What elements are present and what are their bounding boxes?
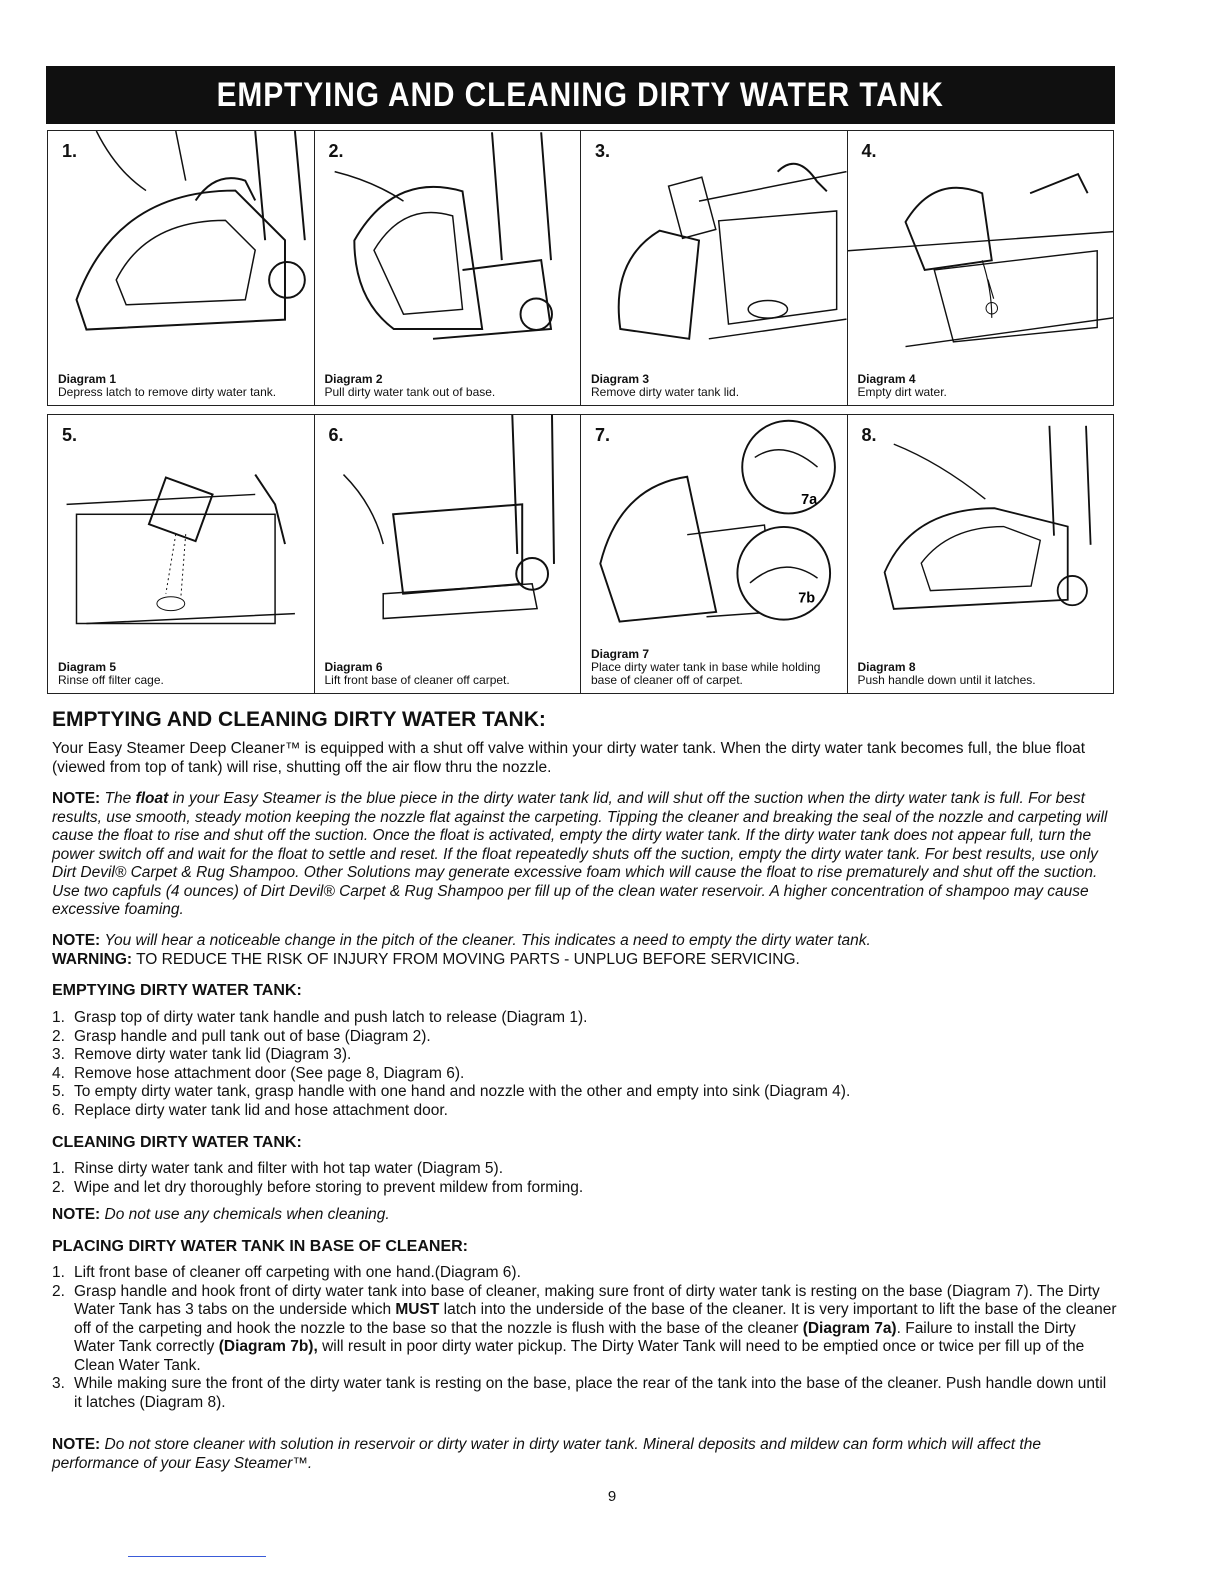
section-title: EMPTYING AND CLEANING DIRTY WATER TANK: xyxy=(52,708,546,731)
diagram-caption xyxy=(58,373,308,399)
note-float-text: in your Easy Steamer is the blue piece in the dirty water tank lid, and will shut off the suction when the dirty water tank is full. For best results, use smooth, steady motion keeping the nozzle flat against the carpeting. Tipping the cleaner and breaking the seal of the nozzle and carpeting will cause the float to rise and shut off the suction. Once the float is activated, empty the dirty water tank. If the dirty water tank does not appear full, turn the power switch off and wait for the float to settle and reset. If the float repeatedly shuts off the suction, empty the dirty water tank. For best results, use only Dirt Devil® Carpet & Rug Shampoo. Other Solutions may generate excessive foam which will cause the float to rise prematurely and shut off the suction. Use two capfuls (4 ounces) of Dirt Devil® Carpet & Rug Shampoo per fill up of the clean water reservoir. A higher concentration of shampoo may cause excessive foaming. xyxy=(52,790,1108,918)
diagram-caption xyxy=(858,661,1108,687)
footer-line xyxy=(128,1556,266,1557)
diagram-row-1 xyxy=(47,130,1114,406)
placing-steps xyxy=(52,1264,1118,1412)
diagram-panel-4 xyxy=(848,131,1114,405)
diagram-row-2 xyxy=(47,414,1114,694)
list-item: 1. Rinse dirty water tank and filter with hot tap water (Diagram 5). xyxy=(52,1160,504,1177)
warning-text: TO REDUCE THE RISK OF INJURY FROM MOVING PARTS - UNPLUG BEFORE SERVICING. xyxy=(136,951,800,968)
intro-paragraph: Your Easy Steamer Deep Cleaner™ is equipped with a shut off valve within your dirty water tank. When the dirty water tank becomes full, the blue float (viewed from top of tank) will rise, shutting off the air flow thru the nozzle. xyxy=(52,740,1086,776)
note-float-bold: float xyxy=(135,790,169,807)
list-item: 1. Lift front base of cleaner off carpeting with one hand.(Diagram 6). xyxy=(52,1264,521,1281)
note-storage xyxy=(52,1436,1118,1473)
note-pre: The xyxy=(104,790,132,807)
diagram-panel-8 xyxy=(848,415,1114,693)
diagram-caption xyxy=(858,373,1108,399)
list-item: 2. Grasp handle and pull tank out of base (Diagram 2). xyxy=(52,1027,431,1045)
pull-tank-illustration xyxy=(315,131,581,405)
lift-base-illustration xyxy=(315,415,581,693)
diagram-title: Diagram 8 xyxy=(857,660,916,674)
cleaner-latch-illustration xyxy=(48,131,314,405)
diagram-title: Diagram 3 xyxy=(591,372,650,386)
rinse-filter-illustration xyxy=(48,415,314,693)
cleaning-steps xyxy=(52,1160,1118,1197)
emptying-steps xyxy=(52,1009,1118,1120)
emptying-heading: EMPTYING DIRTY WATER TANK: xyxy=(52,982,302,999)
diagram-title: Diagram 1 xyxy=(58,372,117,386)
diagram-panel-1 xyxy=(48,131,315,405)
note-float xyxy=(52,790,1118,920)
diagram-caption xyxy=(325,661,575,687)
diagram-title: Diagram 5 xyxy=(58,660,117,674)
list-item: 1. Grasp top of dirty water tank handle and push latch to release (Diagram 1). xyxy=(52,1009,588,1026)
cleaning-heading: CLEANING DIRTY WATER TANK: xyxy=(52,1134,302,1151)
diagram-panel-2 xyxy=(315,131,582,405)
note-chemicals xyxy=(52,1206,1118,1225)
diagram-description: Rinse off filter cage. xyxy=(58,673,164,687)
diagram-description: Depress latch to remove dirty water tank. xyxy=(58,385,277,399)
list-item: 2. Wipe and let dry thoroughly before storing to prevent mildew from forming. xyxy=(52,1178,584,1196)
warning-label: WARNING: xyxy=(52,951,133,968)
diagram-number: 8. xyxy=(861,425,877,445)
note-pitch-text: You will hear a noticeable change in the pitch of the cleaner. This indicates a need to empty the dirty water tank. xyxy=(104,932,871,949)
diagram-description: Empty dirt water. xyxy=(857,385,947,399)
diagram-description: Place dirty water tank in base while holding base of cleaner off of carpet. xyxy=(591,660,821,687)
list-item: 5. To empty dirty water tank, grasp handle with one hand and nozzle with the other and empty into sink (Diagram 4). xyxy=(52,1083,851,1100)
diagram-description: Pull dirty water tank out of base. xyxy=(324,385,496,399)
banner-text: EMPTYING AND CLEANING DIRTY WATER TANK xyxy=(216,76,945,114)
note-label: NOTE: xyxy=(52,932,101,949)
diagram-description: Lift front base of cleaner off carpet. xyxy=(324,673,510,687)
page-banner xyxy=(46,66,1115,124)
diagram-title: Diagram 6 xyxy=(324,660,383,674)
page-number: 9 xyxy=(607,1488,617,1505)
diagram-caption xyxy=(58,661,308,687)
diagram-title: Diagram 7 xyxy=(591,647,650,661)
note-storage-text: Do not store cleaner with solution in reservoir or dirty water in dirty water tank. Mineral deposits and mildew can form which will affect the performance of your Easy Steamer™. xyxy=(52,1436,1041,1472)
diagram-caption xyxy=(325,373,575,399)
callout-7a: 7a xyxy=(801,491,818,508)
diagram-number: 4. xyxy=(861,141,877,161)
diagram-number: 6. xyxy=(328,425,344,445)
note-label: NOTE: xyxy=(52,1436,101,1453)
diagram-panel-5 xyxy=(48,415,315,693)
diagram-title: Diagram 4 xyxy=(857,372,916,386)
list-item: 4. Remove hose attachment door (See page 8, Diagram 6). xyxy=(52,1064,465,1082)
diagram-caption xyxy=(591,373,841,399)
note-pitch xyxy=(52,932,1118,951)
diagram-number: 3. xyxy=(595,141,611,161)
note-label: NOTE: xyxy=(52,790,101,807)
diagram-panel-6 xyxy=(315,415,582,693)
empty-water-illustration xyxy=(848,131,1114,405)
list-item: 3. Remove dirty water tank lid (Diagram 3). xyxy=(52,1046,352,1063)
note-label: NOTE: xyxy=(52,1206,101,1223)
placing-heading: PLACING DIRTY WATER TANK IN BASE OF CLEANER: xyxy=(52,1238,468,1255)
diagram-panel-3 xyxy=(581,131,848,405)
diagram-number: 5. xyxy=(62,425,78,445)
diagram-caption xyxy=(591,648,841,687)
note-chemicals-text: Do not use any chemicals when cleaning. xyxy=(104,1206,390,1223)
diagram-panel-7 xyxy=(581,415,848,693)
diagram-number: 1. xyxy=(62,141,78,161)
remove-lid-illustration xyxy=(581,131,847,405)
diagram-number: 2. xyxy=(328,141,344,161)
diagram-title: Diagram 2 xyxy=(324,372,383,386)
list-item: 6. Replace dirty water tank lid and hose attachment door. xyxy=(52,1101,448,1119)
list-item: 2. Grasp handle and hook front of dirty water tank into base of cleaner, making sure front of dirty water tank is resting on the base (Diagram 7). The Dirty Water Tank has 3 tabs on the underside which MUST latch into the underside of the base of the cleaner. It is very important to lift the base of the cleaner off of the carpeting and hook the nozzle to the base so that the nozzle is flush with the base of the cleaner (Diagram 7a). Failure to install the Dirty Water Tank correctly (Diagram 7b), will result in poor dirty water pickup. The Dirty Water Tank will need to be emptied once or twice per fill up of the Clean Water Tank. xyxy=(52,1282,1117,1374)
warning-line xyxy=(52,951,1118,970)
push-handle-illustration xyxy=(848,415,1114,693)
list-item: 3. While making sure the front of the dirty water tank is resting on the base, place the rear of the tank into the base of the cleaner. Push handle down until it latches (Diagram 8). xyxy=(52,1375,1107,1411)
diagram-description: Push handle down until it latches. xyxy=(857,673,1036,687)
diagram-number: 7. xyxy=(595,425,611,445)
callout-7b: 7b xyxy=(798,590,816,607)
diagram-description: Remove dirty water tank lid. xyxy=(591,385,740,399)
